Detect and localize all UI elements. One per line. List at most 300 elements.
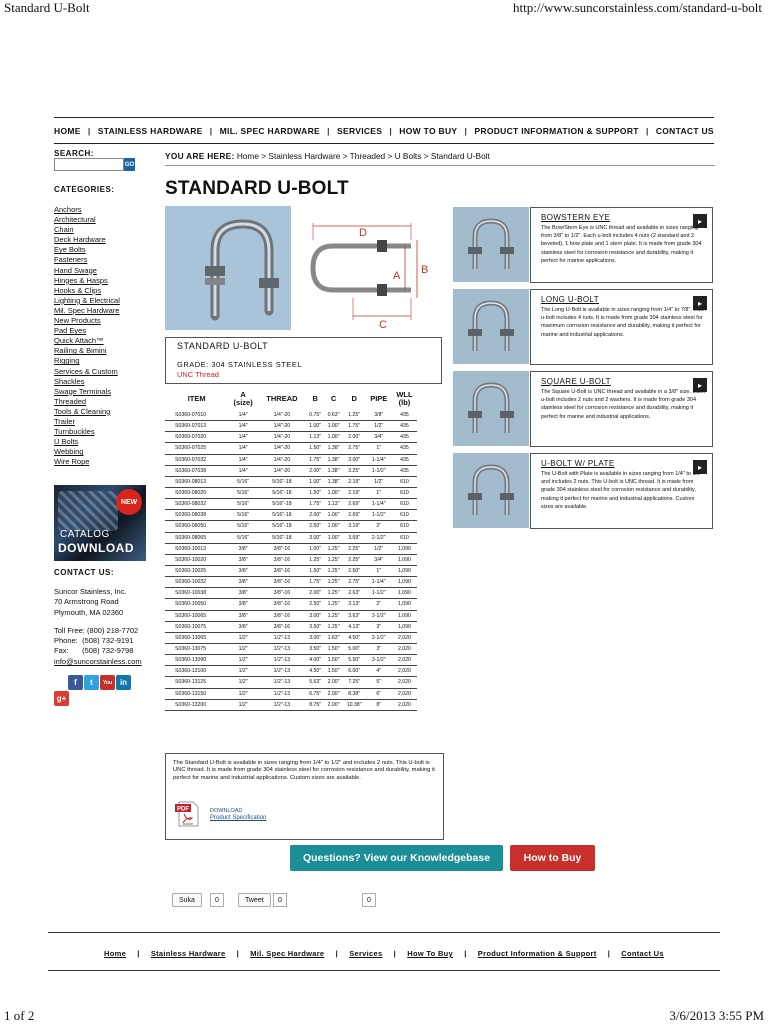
category-item[interactable] <box>54 326 120 336</box>
category-item[interactable] <box>54 427 120 437</box>
footer-link-mil-spec-hardware[interactable]: Mil. Spec Hardware <box>250 949 325 958</box>
social-links <box>68 675 131 690</box>
table-cell: 1/2" <box>366 421 392 432</box>
table-cell: 6.75" <box>306 688 324 699</box>
category-item[interactable] <box>54 215 120 225</box>
table-row <box>165 621 417 632</box>
search-go-button[interactable]: GO <box>124 158 135 171</box>
pdf-icon[interactable] <box>174 800 200 828</box>
table-cell: 0.63" <box>324 410 342 421</box>
phone-number: (508) 732-9191 <box>82 636 134 646</box>
table-cell: 1/4"-20 <box>258 410 306 421</box>
table-cell: S0360-08026 <box>165 487 228 498</box>
table-row <box>165 610 417 621</box>
category-item[interactable] <box>54 296 120 306</box>
table-row <box>165 655 417 666</box>
category-link-hooks-clips[interactable]: Hooks & Clips <box>54 285 102 295</box>
arrow-right-icon[interactable]: ▸ <box>693 296 707 310</box>
nav-item-contact-us[interactable]: CONTACT US <box>655 125 714 136</box>
arrow-right-icon[interactable]: ▸ <box>693 460 707 474</box>
table-cell: 5/16" <box>228 521 258 532</box>
fax-number: (508) 732-9798 <box>82 646 134 656</box>
table-cell: 1-1/4" <box>366 499 392 510</box>
table-row <box>165 532 417 543</box>
table-cell: 1/4" <box>228 410 258 421</box>
google-plus-icon[interactable]: g+ <box>54 691 69 706</box>
table-cell: 1.00" <box>306 421 324 432</box>
category-item[interactable] <box>54 255 120 265</box>
nav-item-product-information-support[interactable]: PRODUCT INFORMATION & SUPPORT <box>474 125 639 136</box>
table-cell: S0360-10013 <box>165 543 228 554</box>
category-link-shackles[interactable]: Shackles <box>54 376 85 386</box>
table-cell: 1/2"-13 <box>258 688 306 699</box>
u-bolt-dimension-diagram <box>293 206 443 330</box>
table-cell: 1,090 <box>392 577 417 588</box>
column-header: B <box>312 394 318 403</box>
table-row <box>165 443 417 454</box>
table-cell: S0360-13075 <box>165 643 228 654</box>
product-specification-link[interactable]: Product Specification <box>210 815 267 821</box>
catalog-text: CATALOG <box>60 529 110 540</box>
table-cell: 1,090 <box>392 543 417 554</box>
table-cell: 3/8" <box>228 621 258 632</box>
tweet-count: 0 <box>273 893 287 907</box>
related-product-photo[interactable] <box>453 289 529 364</box>
table-row <box>165 666 417 677</box>
table-cell: 1/4" <box>228 432 258 443</box>
category-link-fasteners[interactable]: Fasteners <box>54 255 88 265</box>
pdf-download-label[interactable]: DOWNLOAD <box>210 808 243 814</box>
table-cell: 1.25" <box>324 621 342 632</box>
table-cell: 610 <box>392 476 417 487</box>
arrow-right-icon[interactable]: ▸ <box>693 214 707 228</box>
table-cell: 1.13" <box>306 432 324 443</box>
category-link-u-bolts[interactable]: U Bolts <box>54 437 79 447</box>
table-row <box>165 543 417 554</box>
table-cell: S0360-13065 <box>165 632 228 643</box>
category-item[interactable] <box>54 346 120 356</box>
table-cell: 3-1/2" <box>366 655 392 666</box>
table-cell: 1.38" <box>324 476 342 487</box>
category-item[interactable] <box>54 387 120 397</box>
related-product-description: The U-Bolt with Plate is available in sizes ranging from 1/4" to 1/2" and includes 2 nuts. This U-bolt is UNC thread. It is made from grade 304 stainless steel for corrosion resistance and durability, making it perfect for marine and industrial applications. Custom sizes are available. <box>541 471 703 510</box>
table-cell: 1.25" <box>324 554 342 565</box>
tools-image <box>58 491 118 531</box>
table-row <box>165 476 417 487</box>
category-link-wire-rope[interactable]: Wire Rope <box>54 457 90 467</box>
category-link-railing-bimini[interactable]: Railing & Bimini <box>54 346 107 356</box>
category-link-lighting-electrical[interactable]: Lighting & Electrical <box>54 295 120 305</box>
category-item[interactable] <box>54 377 120 387</box>
twitter-icon[interactable]: t <box>84 675 99 690</box>
table-cell: 5/16" <box>228 510 258 521</box>
category-link-architectural[interactable]: Architectural <box>54 215 96 225</box>
table-cell: 7.25" <box>343 677 366 688</box>
nav-item-stainless-hardware[interactable]: STAINLESS HARDWARE <box>97 125 203 136</box>
diagram-label-c: C <box>379 319 387 330</box>
table-row <box>165 510 417 521</box>
category-item[interactable] <box>54 457 120 467</box>
table-cell: 1.50" <box>324 655 342 666</box>
table-cell: 1/2" <box>228 677 258 688</box>
related-product-title-square-u-bolt[interactable]: SQUARE U-BOLT <box>541 377 611 386</box>
table-cell: 1.50" <box>306 565 324 576</box>
table-cell: S0360-10075 <box>165 621 228 632</box>
table-cell: 1/4"-20 <box>258 454 306 465</box>
table-cell: S0360-08038 <box>165 510 228 521</box>
table-cell: 1/4" <box>228 454 258 465</box>
table-cell: S0360-13125 <box>165 677 228 688</box>
pdf-icon-text: PDF <box>177 806 189 813</box>
table-cell: 2,020 <box>392 666 417 677</box>
product-thread: UNC Thread <box>177 370 219 379</box>
table-cell: 1/4" <box>228 421 258 432</box>
like-button[interactable]: Suka <box>172 893 202 907</box>
table-cell: 3/8" <box>228 543 258 554</box>
table-cell: 2.50" <box>306 599 324 610</box>
category-item[interactable] <box>54 316 120 326</box>
pdf-icon-sub: Adobe <box>183 822 194 826</box>
related-product-photo[interactable] <box>453 453 529 528</box>
search-input[interactable] <box>54 158 124 171</box>
table-cell: 1-1/4" <box>366 454 392 465</box>
category-link-anchors[interactable]: Anchors <box>54 205 82 214</box>
catalog-download-banner[interactable] <box>54 485 146 561</box>
footer-link-stainless-hardware[interactable]: Stainless Hardware <box>150 949 226 958</box>
table-cell: 8" <box>366 699 392 710</box>
related-product-title-long-u-bolt[interactable]: LONG U-BOLT <box>541 295 600 304</box>
table-cell: 435 <box>392 421 417 432</box>
category-item[interactable] <box>54 266 120 276</box>
category-item[interactable] <box>54 437 120 447</box>
email-link[interactable]: info@suncorstainless.com <box>54 656 142 666</box>
table-cell: 1.50" <box>306 487 324 498</box>
table-cell: 2,020 <box>392 677 417 688</box>
footer-link-how-to-buy[interactable]: How To Buy <box>407 949 454 958</box>
table-cell: 2.75" <box>343 443 366 454</box>
knowledgebase-button[interactable]: Questions? View our Knowledgebase <box>290 845 503 871</box>
table-cell: 1/4" <box>228 465 258 476</box>
table-cell: 435 <box>392 465 417 476</box>
table-cell: 4.13" <box>343 621 366 632</box>
table-cell: S0360-10025 <box>165 565 228 576</box>
facebook-icon[interactable]: f <box>68 675 83 690</box>
table-cell: 2,020 <box>392 688 417 699</box>
table-cell: 1,090 <box>392 554 417 565</box>
category-item[interactable] <box>54 235 120 245</box>
nav-item-services[interactable]: SERVICES <box>337 125 383 136</box>
table-cell: 3/8" <box>228 610 258 621</box>
table-cell: 1/2"-13 <box>258 699 306 710</box>
table-cell: 1.00" <box>324 532 342 543</box>
table-cell: 2.50" <box>306 521 324 532</box>
table-cell: 1/4"-20 <box>258 432 306 443</box>
table-cell: 3/8" <box>228 565 258 576</box>
table-cell: 1/2"-13 <box>258 643 306 654</box>
table-cell: 10.38" <box>343 699 366 710</box>
category-item[interactable] <box>54 447 120 457</box>
table-row <box>165 577 417 588</box>
table-cell: S0360-13200 <box>165 699 228 710</box>
table-cell: 2.19" <box>343 476 366 487</box>
category-link-hinges-hasps[interactable]: Hinges & Hasps <box>54 275 108 285</box>
table-cell: 2.00" <box>306 588 324 599</box>
table-cell: 5/16"-18 <box>258 510 306 521</box>
column-header: ITEM <box>187 394 206 403</box>
download-text: DOWNLOAD <box>58 541 134 555</box>
tollfree-line <box>54 626 142 636</box>
category-item[interactable] <box>54 417 120 427</box>
table-cell: 1/2"-13 <box>258 666 306 677</box>
table-row <box>165 588 417 599</box>
category-link-quick-attach[interactable]: Quick Attach™ <box>54 336 104 346</box>
table-cell: 2" <box>366 521 392 532</box>
table-cell: 1.25" <box>324 577 342 588</box>
table-row <box>165 565 417 576</box>
related-product-photo[interactable] <box>453 371 529 446</box>
company-name: Suncor Stainless, Inc. <box>54 587 127 596</box>
column-header: A (size) <box>233 390 253 407</box>
footer-nav <box>104 949 664 958</box>
table-cell: 610 <box>392 499 417 510</box>
category-link-eye-bolts[interactable]: Eye Bolts <box>54 245 86 255</box>
column-header: C <box>330 394 337 403</box>
nav-item-how-to-buy[interactable]: HOW TO BUY <box>399 125 458 136</box>
city-address: Plymouth, MA 02360 <box>54 607 124 617</box>
table-cell: 5/16"-18 <box>258 499 306 510</box>
u-bolt-photo <box>165 206 291 330</box>
table-cell: 5" <box>366 677 392 688</box>
table-cell: 1/4"-20 <box>258 421 306 432</box>
category-item[interactable] <box>54 286 120 296</box>
table-cell: 5.63" <box>306 677 324 688</box>
nav-item-home[interactable]: HOME <box>54 125 81 136</box>
table-cell: 1/2" <box>228 632 258 643</box>
category-item[interactable] <box>54 245 120 255</box>
category-item[interactable] <box>54 336 120 346</box>
footer-link-home[interactable]: Home <box>104 949 127 958</box>
breadcrumb-path[interactable]: Home > Stainless Hardware > Threaded > U Bolts > Standard U-Bolt <box>236 151 490 161</box>
footer-separator: | <box>393 949 397 958</box>
table-cell: 3/8"-16 <box>258 621 306 632</box>
table-cell: 3.19" <box>343 521 366 532</box>
column-header: D <box>351 394 357 403</box>
category-item[interactable] <box>54 356 120 366</box>
table-cell: 1,090 <box>392 599 417 610</box>
table-cell: 1.75" <box>343 421 366 432</box>
category-item[interactable] <box>54 225 120 235</box>
arrow-right-icon[interactable]: ▸ <box>693 378 707 392</box>
table-cell: S0360-10065 <box>165 610 228 621</box>
table-cell: S0360-13090 <box>165 655 228 666</box>
table-cell: 4.50" <box>306 666 324 677</box>
table-cell: 3/8"-16 <box>258 554 306 565</box>
footer-link-contact-us[interactable]: Contact Us <box>621 949 664 958</box>
category-link-webbing[interactable]: Webbing <box>54 447 84 457</box>
table-cell: 1.25" <box>324 599 342 610</box>
table-cell: 4" <box>366 666 392 677</box>
table-row <box>165 454 417 465</box>
table-cell: S0360-10038 <box>165 588 228 599</box>
table-cell: 610 <box>392 487 417 498</box>
footer-link-services[interactable]: Services <box>349 949 383 958</box>
how-to-buy-button[interactable]: How to Buy <box>510 845 595 871</box>
table-cell: 2.69" <box>343 510 366 521</box>
category-link-new-products[interactable]: New Products <box>54 316 101 326</box>
table-cell: 1.38" <box>324 454 342 465</box>
table-cell: 5/16"-18 <box>258 487 306 498</box>
phone-line <box>54 636 142 646</box>
table-cell: S0360-07032 <box>165 454 228 465</box>
category-item[interactable] <box>54 205 120 215</box>
table-cell: 3/8" <box>228 588 258 599</box>
table-cell: 2.63" <box>343 588 366 599</box>
table-row <box>165 677 417 688</box>
table-cell: 4.50" <box>343 632 366 643</box>
table-cell: 2-1/2" <box>366 532 392 543</box>
table-cell: 435 <box>392 410 417 421</box>
like-count: 0 <box>210 893 224 907</box>
table-cell: 3.25" <box>343 465 366 476</box>
table-cell: 1/2" <box>228 666 258 677</box>
table-cell: 3/8" <box>228 577 258 588</box>
table-cell: 8.38" <box>343 688 366 699</box>
linkedin-icon[interactable]: in <box>116 675 131 690</box>
print-page-number: 1 of 2 <box>4 1008 35 1023</box>
category-item[interactable] <box>54 276 120 286</box>
table-cell: 3/8"-16 <box>258 543 306 554</box>
column-header: THREAD <box>266 394 298 403</box>
description-text: The Standard U-Bolt is available in sizes ranging from 1/4" to 1/2" and includes 2 nuts. This U-bolt is UNC thread. It is made from grade 304 stainless steel for corrosion resistance and durability, making it perfect for marine and industrial applications. Custom sizes are available. <box>173 760 435 781</box>
table-cell: 3.00" <box>306 632 324 643</box>
nav-item-mil-spec-hardware[interactable]: MIL. SPEC HARDWARE <box>219 125 320 136</box>
table-cell: 5/16" <box>228 487 258 498</box>
category-item[interactable] <box>54 397 120 407</box>
table-cell: 2,020 <box>392 632 417 643</box>
table-cell: 1" <box>366 565 392 576</box>
category-link-hand-swage[interactable]: Hand Swage <box>54 265 97 275</box>
table-cell: 3/8"-16 <box>258 588 306 599</box>
table-row <box>165 554 417 565</box>
category-link-mil-spec-hardware[interactable]: Mil. Spec Hardware <box>54 305 120 315</box>
page-title: STANDARD U-BOLT <box>165 178 349 199</box>
table-cell: 3" <box>366 621 392 632</box>
youtube-icon[interactable]: You <box>100 675 115 690</box>
categories-list <box>54 205 120 467</box>
table-cell: 1,090 <box>392 588 417 599</box>
table-cell: 2.00" <box>324 677 342 688</box>
table-cell: 1/2"-13 <box>258 655 306 666</box>
table-cell: 3/8"-16 <box>258 599 306 610</box>
table-cell: 1-1/2" <box>366 510 392 521</box>
table-cell: 2.75" <box>343 577 366 588</box>
category-item[interactable] <box>54 306 120 316</box>
phone-label: Phone: <box>54 636 78 646</box>
tollfree-label: Toll Free: <box>54 625 85 635</box>
table-cell: 3.00" <box>306 532 324 543</box>
product-name: STANDARD U-BOLT <box>177 341 269 351</box>
table-cell: S0360-10050 <box>165 599 228 610</box>
table-cell: 5/16"-18 <box>258 476 306 487</box>
table-row <box>165 521 417 532</box>
related-product-description: The Bow/Stern Eye is UNC thread and available in sizes ranging from 3/8" to 1/2". Each u-bolt includes 4 nuts (2 standard and 2 beveled), 1 bow plate and 1 stern plate. It is made from grade 304 stainless steel for corrosion resistance and durability, making it perfect for marine applications. <box>541 225 702 264</box>
footer-separator: | <box>335 949 338 958</box>
category-link-rigging[interactable]: Rigging <box>54 356 80 366</box>
table-cell: S0360-07038 <box>165 465 228 476</box>
category-link-pad-eyes[interactable]: Pad Eyes <box>54 326 87 336</box>
category-link-tools-cleaning[interactable]: Tools & Cleaning <box>54 406 111 416</box>
category-link-chain[interactable]: Chain <box>54 225 74 235</box>
table-cell: 1.00" <box>324 432 342 443</box>
table-cell: 2.00" <box>324 688 342 699</box>
table-cell: S0360-08013 <box>165 476 228 487</box>
category-link-services-custom[interactable]: Services & Custom <box>54 366 118 376</box>
table-cell: 1.50" <box>306 443 324 454</box>
related-product-title-u-bolt-w-plate[interactable]: U-BOLT W/ PLATE <box>541 459 615 468</box>
footer-link-product-information-support[interactable]: Product Information & Support <box>477 949 597 958</box>
category-link-turnbuckles[interactable]: Turnbuckles <box>54 427 95 437</box>
diagram-label-a: A <box>393 270 401 282</box>
table-cell: 1.25" <box>306 554 324 565</box>
table-cell: 1/2"-13 <box>258 677 306 688</box>
table-cell: 1/2" <box>228 655 258 666</box>
new-badge: NEW <box>116 489 142 515</box>
table-cell: 2-1/2" <box>366 610 392 621</box>
table-cell: 3/8"-16 <box>258 577 306 588</box>
table-cell: 5/16" <box>228 532 258 543</box>
table-cell: 1.50" <box>324 666 342 677</box>
table-cell: 3/8" <box>228 599 258 610</box>
table-row <box>165 688 417 699</box>
category-link-swage-terminals[interactable]: Swage Terminals <box>54 386 111 396</box>
spec-table <box>165 388 417 711</box>
table-cell: 1.00" <box>324 487 342 498</box>
table-cell: S0360-07013 <box>165 421 228 432</box>
table-cell: 2.50" <box>343 565 366 576</box>
tweet-button[interactable]: Tweet <box>238 893 271 907</box>
table-cell: 1-1/2" <box>366 465 392 476</box>
table-cell: 2" <box>366 599 392 610</box>
table-row <box>165 699 417 710</box>
nav-separator: | <box>645 125 649 136</box>
table-cell: 3/4" <box>366 554 392 565</box>
table-cell: 2.19" <box>343 487 366 498</box>
table-cell: 5/16" <box>228 476 258 487</box>
footer-separator: | <box>464 949 467 958</box>
print-page-title: Standard U-Bolt <box>4 0 90 15</box>
table-cell: 1/4"-20 <box>258 465 306 476</box>
table-row <box>165 487 417 498</box>
table-cell: 1.25" <box>324 543 342 554</box>
table-cell: 3/8" <box>366 410 392 421</box>
table-cell: 1.38" <box>324 443 342 454</box>
table-cell: 1-1/4" <box>366 577 392 588</box>
related-product-photo[interactable] <box>453 207 529 282</box>
table-cell: 4.00" <box>306 655 324 666</box>
table-cell: 435 <box>392 443 417 454</box>
category-link-threaded[interactable]: Threaded <box>54 396 87 406</box>
category-link-deck-hardware[interactable]: Deck Hardware <box>54 235 106 245</box>
table-cell: 3/8" <box>228 554 258 565</box>
category-item[interactable] <box>54 367 120 377</box>
table-cell: 1,090 <box>392 621 417 632</box>
table-cell: 1/2" <box>366 476 392 487</box>
category-link-trailer[interactable]: Trailer <box>54 416 75 426</box>
fax-line <box>54 646 142 656</box>
table-cell: 5/16" <box>228 499 258 510</box>
category-item[interactable] <box>54 407 120 417</box>
related-product-title-bowstern-eye[interactable]: BOWSTERN EYE <box>541 213 611 222</box>
